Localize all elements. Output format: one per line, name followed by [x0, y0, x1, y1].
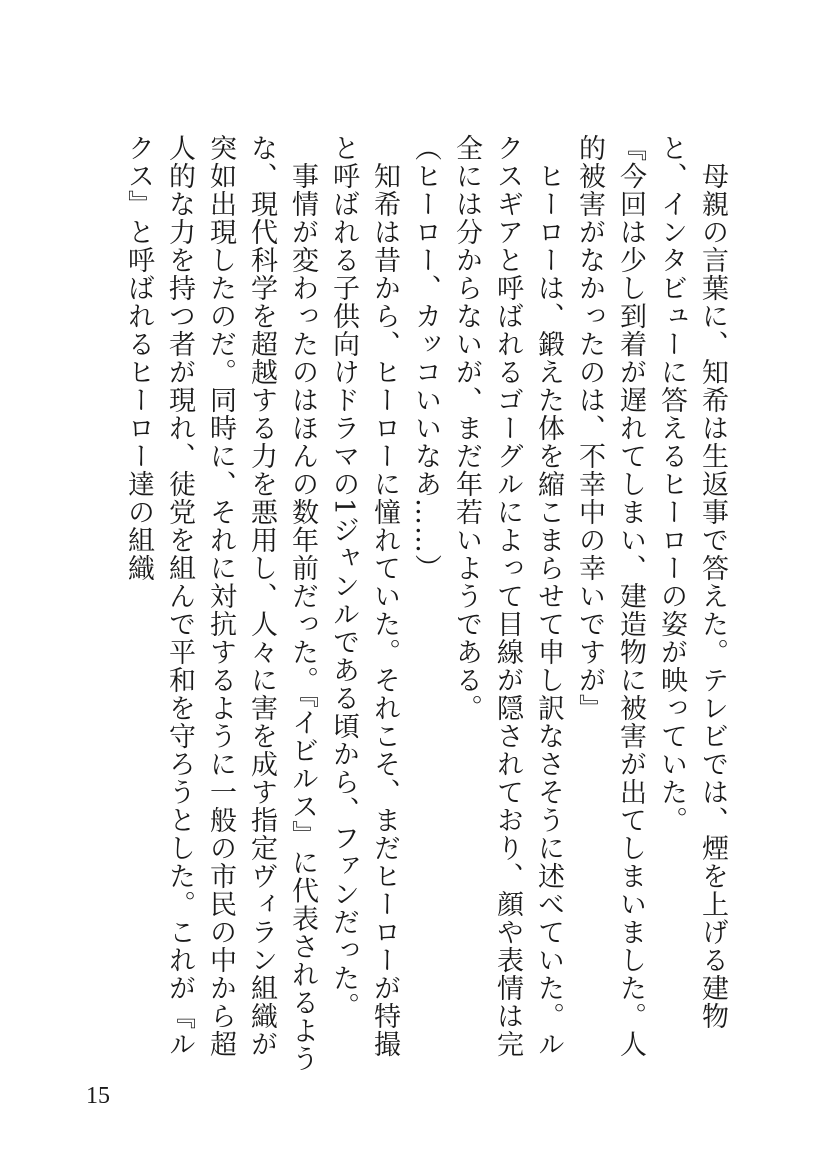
page-number: 15	[86, 1083, 110, 1109]
paragraph-4: （ヒーロー、カッコいいなあ……）	[410, 134, 441, 582]
paragraph-1: 母親の言葉に、知希は生返事で答えた。テレビでは、煙を上げる建物と、インタビューに答えるヒーローの姿が映っていた。	[656, 134, 728, 1030]
paragraph-3: ヒーローは、鍛えた体を縮こまらせて申し訳なさそうに述べていた。ルクスギアと呼ばれるゴーグルによって目線が隠されており、顔や表情は完全には分からないが、まだ年若いようである。	[451, 134, 564, 1058]
paragraph-5: 知希は昔から、ヒーローに憧れていた。それこそ、まだヒーローが特撮と呼ばれる子供向けドラマの1ジャンルである頃から、ファンだった。	[328, 134, 400, 1058]
paragraph-6: 事情が変わったのはほんの数年前だった。『イビルス』に代表されるような、現代科学を超越する力を悪用し、人々に害を成す指定ヴィラン組織が突如出現したのだ。同時に、それに対抗するように一般の市民の中から超人的な力を持つ者が現れ、徒党を組んで平和を守ろうとした。これが『ルクス』と呼ばれるヒーロー達の組織	[123, 134, 318, 1073]
paragraph-2: 『今回は少し到着が遅れてしまい、建造物に被害が出てしまいました。人的被害がなかったのは、不幸中の幸いですが』	[574, 134, 646, 1058]
body-text	[118, 134, 733, 1079]
